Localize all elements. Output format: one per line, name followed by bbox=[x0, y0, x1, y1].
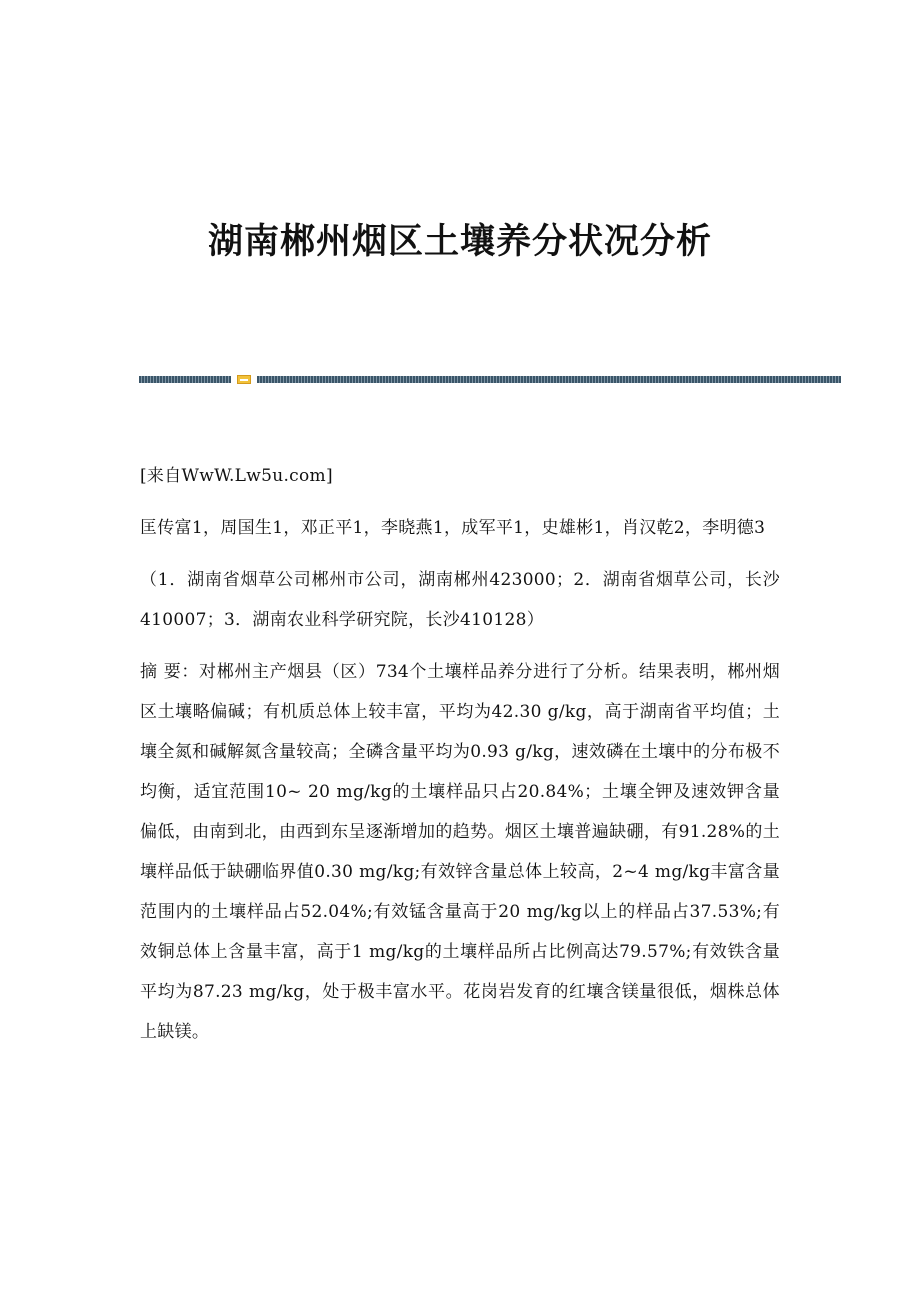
affiliations: （1．湖南省烟草公司郴州市公司，湖南郴州423000；2．湖南省烟草公司，长沙410007；3．湖南农业科学研究院，长沙410128） bbox=[140, 570, 780, 630]
authors: 匡传富1，周国生1，邓正平1，李晓燕1，成军平1，史雄彬1，肖汉乾2，李明德3 bbox=[140, 518, 766, 538]
abstract: 摘 要：对郴州主产烟县（区）734个土壤样品养分进行了分析。结果表明，郴州烟区土壤略偏碱；有机质总体上较丰富，平均为42.30 g/kg，高于湖南省平均值；土壤全氮和碱解氮含量较高；全磷含量平均为0.93 g/kg，速效磷在土壤中的分布极不均衡，适宜范围10~ 20 mg/kg的土壤样品只占20.84%；土壤全钾及速效钾含量偏低，由南到北，由西到东呈逐渐增加的趋势。烟区土壤普遍缺硼，有91.28%的土壤样品低于缺硼临界值0.30 mg/kg;有效锌含量总体上较高，2~4 mg/kg丰富含量范围内的土壤样品占52.04%;有效锰含量高于20 mg/kg以上的样品占37.53%;有效铜总体上含量丰富，高于1 mg/kg的土壤样品所占比例高达79.57%;有效铁含量平均为87.23 mg/kg，处于极丰富水平。花岗岩发育的红壤含镁量很低，烟株总体上缺镁。 bbox=[140, 662, 780, 1042]
source-note: [来自WwW.Lw5u.com] bbox=[140, 466, 333, 486]
divider-bar-right bbox=[257, 376, 841, 383]
title-divider bbox=[139, 375, 841, 384]
document-body bbox=[140, 456, 780, 1064]
document-title: 湖南郴州烟区土壤养分状况分析 bbox=[207, 221, 712, 262]
divider-bar-left bbox=[139, 376, 231, 383]
divider-emblem-icon bbox=[237, 375, 251, 384]
